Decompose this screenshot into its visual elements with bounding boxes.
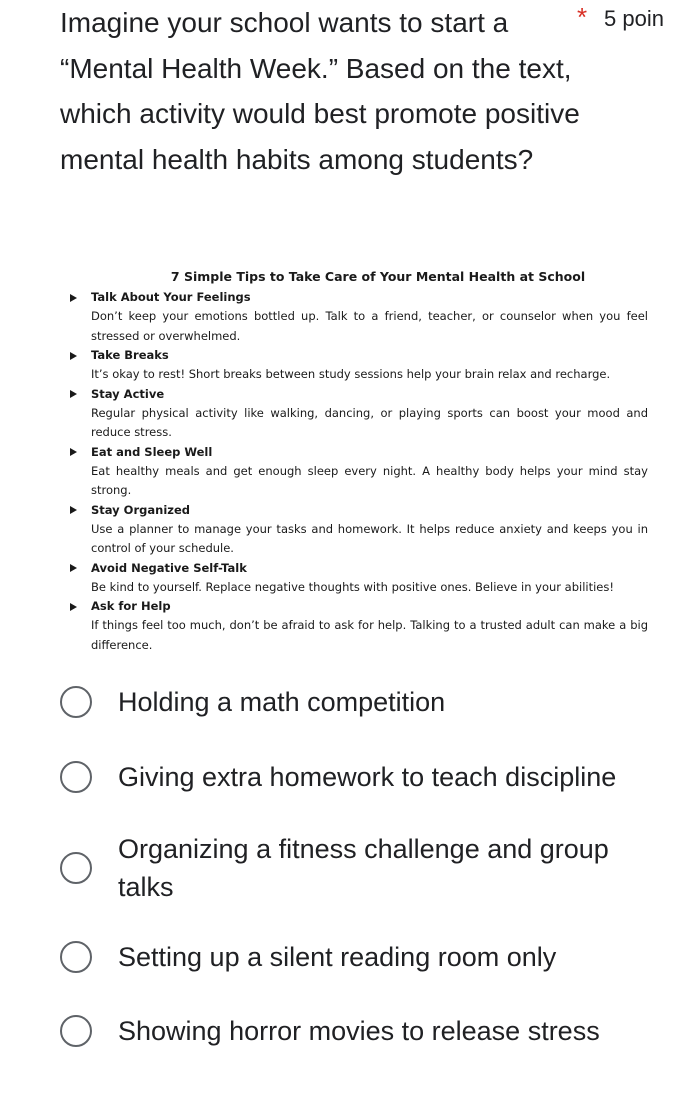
tip-heading: Eat and Sleep Well — [91, 444, 213, 459]
tip-heading: Avoid Negative Self-Talk — [91, 560, 247, 575]
option-label[interactable]: Setting up a silent reading room only — [118, 942, 557, 972]
tip-item — [58, 288, 658, 346]
arrow-bullet-icon — [70, 448, 77, 456]
tip-body: Don’t keep your emotions bottled up. Talk to a friend, teacher, or counselor when you feel stressed or overwhelmed. — [91, 309, 648, 343]
arrow-bullet-icon — [70, 390, 77, 398]
option-label[interactable]: Giving extra homework to teach discipline — [118, 762, 617, 792]
question-text: Imagine your school wants to start a “Mental Health Week.” Based on the text, which activity would best promote positive mental health habits among students? — [60, 7, 580, 175]
radio-button[interactable] — [60, 761, 92, 793]
tip-item — [58, 559, 658, 598]
option-silent-reading[interactable] — [60, 938, 660, 976]
radio-button[interactable] — [60, 852, 92, 884]
tip-item — [58, 385, 658, 443]
tip-item — [58, 501, 658, 559]
tip-body: Regular physical activity like walking, dancing, or playing sports can boost your mood and reduce stress. — [91, 405, 648, 439]
option-extra-homework[interactable] — [60, 758, 660, 796]
tips-title: 7 Simple Tips to Take Care of Your Mental Health at School — [170, 269, 586, 284]
option-math-competition[interactable] — [60, 683, 660, 721]
points-label: 5 poin — [604, 6, 664, 31]
tips-image — [58, 265, 658, 660]
option-horror-movies[interactable] — [60, 1012, 660, 1050]
tip-body: Eat healthy meals and get enough sleep every night. A healthy body helps your mind stay strong. — [91, 463, 648, 497]
arrow-bullet-icon — [70, 603, 77, 611]
required-asterisk: * — [577, 2, 588, 32]
option-label[interactable]: Organizing a fitness challenge and group talks — [118, 834, 609, 902]
tip-body: If things feel too much, don’t be afraid to ask for help. Talking to a trusted adult can make a big difference. — [91, 618, 648, 652]
radio-button[interactable] — [60, 1015, 92, 1047]
tip-item — [58, 443, 658, 501]
tip-heading: Stay Active — [91, 386, 165, 401]
radio-button[interactable] — [60, 686, 92, 718]
tip-heading: Ask for Help — [91, 599, 171, 613]
tip-item — [58, 346, 658, 385]
tip-body: Be kind to yourself. Replace negative thoughts with positive ones. Believe in your abilities! — [91, 579, 614, 594]
tip-heading: Stay Organized — [91, 502, 190, 517]
arrow-bullet-icon — [70, 294, 77, 302]
tip-heading: Take Breaks — [91, 348, 169, 362]
option-fitness-challenge[interactable] — [60, 830, 660, 906]
arrow-bullet-icon — [70, 564, 77, 572]
tip-body: Use a planner to manage your tasks and homework. It helps reduce anxiety and keeps you in control of your schedule. — [91, 521, 648, 555]
arrow-bullet-icon — [70, 352, 77, 360]
arrow-bullet-icon — [70, 506, 77, 514]
option-label[interactable]: Holding a math competition — [118, 687, 446, 717]
tip-heading: Talk About Your Feelings — [91, 290, 251, 304]
tip-item — [58, 597, 658, 655]
radio-button[interactable] — [60, 941, 92, 973]
option-label[interactable]: Showing horror movies to release stress — [118, 1016, 600, 1046]
tip-body: It’s okay to rest! Short breaks between study sessions help your brain relax and recharge. — [91, 367, 611, 381]
